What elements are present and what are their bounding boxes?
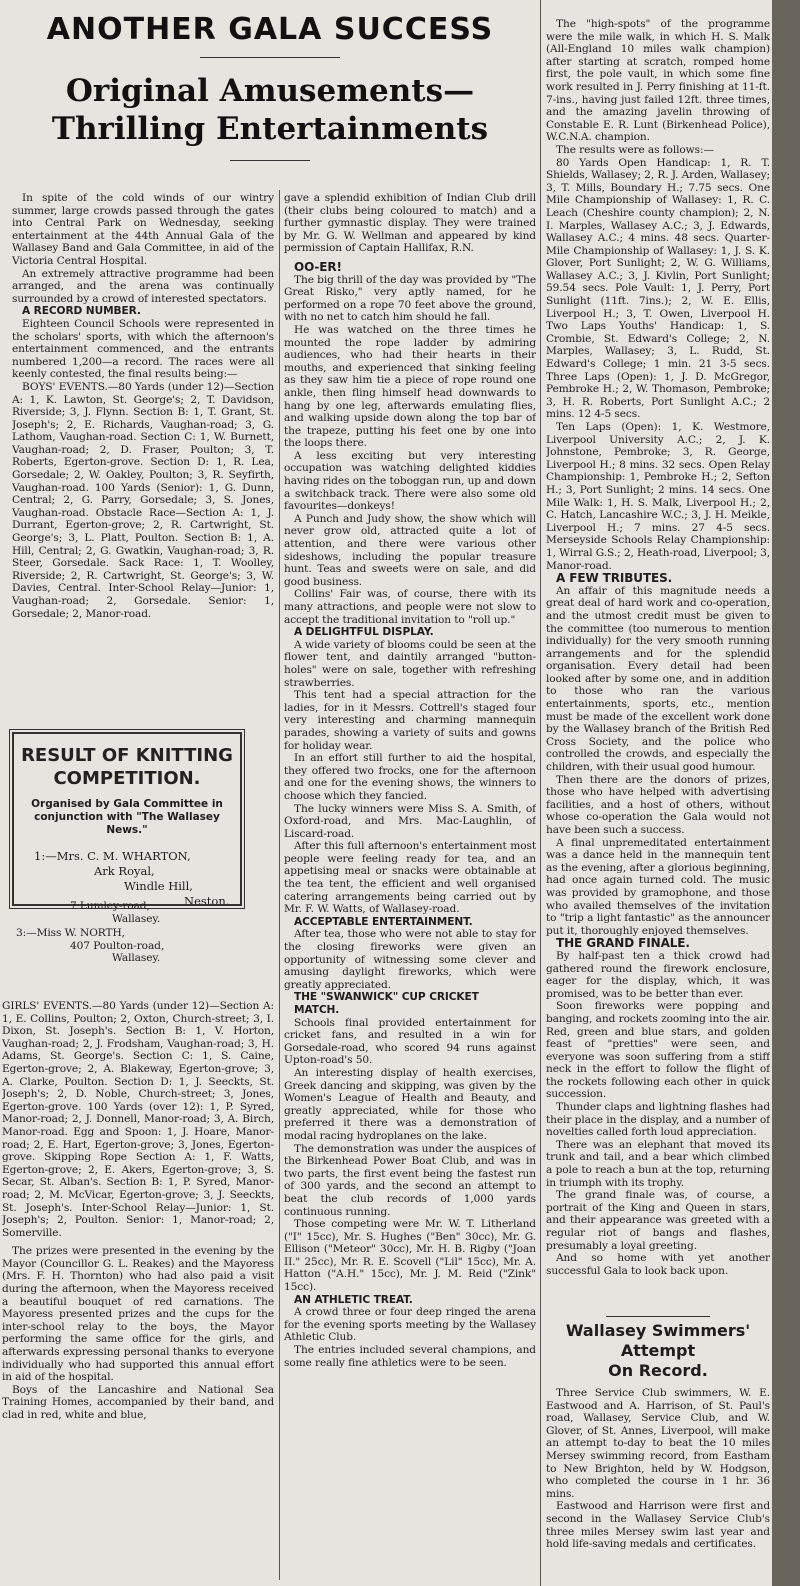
knitting-title-1: RESULT OF KNITTING (21, 745, 233, 766)
subhead-finale: THE GRAND FINALE. (556, 936, 690, 951)
knitting-second-addr-2: Wallasey. (112, 912, 161, 925)
paragraph: A crowd three or four deep ringed the arena for the evening sports meeting by the Wallasey Athletic Club. (284, 1306, 536, 1344)
headline-banner: ANOTHER GALA SUCCESS (46, 12, 494, 47)
paragraph: In an effort still further to aid the hospital, they offered two frocks, one for the afternoon and one for the evening shows, the winners to choose which they fancied. (284, 752, 536, 802)
subhead-ooer: OO-ER! (294, 259, 342, 274)
paragraph: Those competing were Mr. W. T. Litherland ("I" 15cc), Mr. S. Hughes ("Ben" 30cc), Mr. G. Ellison ("Meteor" 30cc), Mr. H. B. Rigby ("Joan II." 25cc), Mr. R. E. Scovell ("Lil" 15cc), Mr. A. Hatton ("A.H." 15cc), Mr. J. M. Reid ("Zink" 15cc). (284, 1218, 536, 1294)
swimmers-article (546, 1316, 770, 1582)
paragraph: Eastwood and Harrison were first and second in the Wallasey Service Club's three miles Mersey swim last year and hold life-saving medals and certificates. (546, 1500, 770, 1551)
knitting-title-2: COMPETITION. (53, 768, 201, 789)
paragraph: He was watched on the three times he mounted the rope ladder by admiring audiences, who had their hearts in their mouths, and experienced that sinking feeling as they saw him tie a piece of rope round one ankle, then fling himself head downwards to hang by one leg, afterwards emulating flies, and walking upside down along the top bar of the trapeze, putting his feet one by one into the loops there. (284, 323, 536, 450)
paragraph: In spite of the cold winds of our wintry summer, large crowds passed through the gates into Central Park on Wednesday, seeking entertainment at the 44th Annual Gala of the Wallasey Band and Gala Committee, in aid of the Victoria Central Hospital. (12, 192, 274, 267)
knitting-organised: Organised by Gala Committee in conjunction with "The Wallasey News." (31, 798, 223, 836)
paragraph: Then there are the donors of prizes, those who have helped with advertising facilities, and a host of others, without whose co-operation the Gala would not have been such a success. (546, 773, 770, 836)
paragraph: The prizes were presented in the evening by the Mayor (Councillor G. L. Reakes) and the Mayoress (Mrs. F. H. Thornton) who had also paid a visit during the afternoon, when the Mayoress received a beautiful bouquet of red carnations. The Mayoress presented prizes and the cups for the inter-school relay to the boys, the Mayor performing the same office for the girls, and afterwards expressing personal thanks to everyone individually who had supported this annual effort in aid of the hospital. (2, 1245, 274, 1384)
knitting-third-addr-1: 407 Poulton-road, (70, 939, 165, 952)
paragraph: This tent had a special attraction for the ladies, for in it Messrs. Cottrell's staged four very interesting and charming mannequin parades, showing a variety of suits and gowns for holiday wear. (284, 689, 536, 752)
subhead-acceptable: ACCEPTABLE ENTERTAINMENT. (294, 915, 473, 928)
paragraph: The lucky winners were Miss S. A. Smith, of Oxford-road, and Mrs. Mac-Laughlin, of Liscard-road. (284, 802, 536, 840)
paragraph: Thunder claps and lightning flashes had their place in the display, and a number of novelties called forth loud appreciation. (546, 1101, 770, 1139)
scan-edge-shadow (772, 0, 800, 1586)
paragraph: Ten Laps (Open): 1, K. Westmore, Liverpool University A.C.; 2, J. K. Johnstone, Pembroke; 3, R. George, Liverpool H.; 8 mins. 32 secs. Open Relay Championship: 1, Pembroke H.; 2, Sefton H.; 3, Port Sunlight; 2 mins. 14 secs. One Mile Walk: 1, H. S. Malk, Liverpool H.; 2, C. Hatch, Lancashire W.C.; 3, J. H. Meikle, Liverpool H.; 7 mins. 27 4-5 secs. Merseyside Schools Relay Championship: 1, Wirral G.S.; 2, Heath-road, Liverpool; 3, Manor-road. (546, 421, 770, 572)
subhead-record: A RECORD NUMBER. (22, 305, 141, 318)
paragraph: The grand finale was, of course, a portrait of the King and Queen in stars, and their appearance was greeted with a regular riot of bangs and flashes, presumably a loyal greeting. (546, 1189, 770, 1252)
paragraph: An affair of this magnitude needs a great deal of hard work and co-operation, and the utmost credit must be given to the committee (too numerous to mention individually) for the very smooth running arrangements and for the splendid organisation. Every detail had been looked after by some one, and in addition to those who ran the various entertainments, sports, etc., mention must be made of the excellent work done by the Wallasey branch of the British Red Cross Society, and the police who controlled the crowds, and especially the children, with their usual good humour. (546, 584, 770, 774)
knitting-continued (2, 900, 254, 980)
headline-line-2: Thrilling Entertainments (51, 111, 489, 147)
headline-line-1: Original Amusements— (65, 73, 475, 109)
swimmers-title-1: Wallasey Swimmers' Attempt (565, 1321, 751, 1360)
paragraph: Soon fireworks were popping and banging, and rockets zooming into the air. Red, green and blue stars, and golden feast of "pretties" were seen, and everyone was soon suffering from a stiff neck in the effort to follow the flight of the rockets following each other in quick succession. (546, 1000, 770, 1101)
subhead-athletic: AN ATHLETIC TREAT. (294, 1293, 413, 1306)
paragraph: The demonstration was under the auspices of the Birkenhead Power Boat Club, and was in two parts, the first event being the fastest run of 300 yards, and the second an attempt to beat the club records of 1,000 yards continuous running. (284, 1142, 536, 1218)
paragraph: There was an elephant that moved its trunk and tail, and a bear which climbed a pole to reach a bun at the top, returning in triumph with its trophy. (546, 1138, 770, 1189)
paragraph: Eighteen Council Schools were represented in the scholars' sports, with which the afternoon's entertainment commenced, and the entrants numbered 1,200—a record. The races were all keenly contested, the final results being:— (12, 317, 274, 381)
column-rule-2 (540, 0, 541, 1586)
subhead-swanwick-1: THE "SWANWICK" CUP CRICKET (294, 991, 479, 1004)
paragraph: BOYS' EVENTS.—80 Yards (under 12)—Section A: 1, K. Lawton, St. George's; 2, T. Davidson, Riverside; 3, J. Flynn. Section B: 1, T. Grant, St. Joseph's; 2, E. Richards, Vaughan-road; 3, G. Lathom, Vaughan-road. Section C: 1, W. Burnett, Vaughan-road; 2, D. Fraser, Poulton; 3, T. Roberts, Egerton-grove. Section D: 1, R. Lea, Gorsedale; 2, W. Oakley, Poulton; 3, R. Seyfirth, Vaughan-road. 100 Yards (Senior): 1, G. Dunn, Central; 2, G. Parry, Gorsedale; 3, S. Jones, Vaughan-road. Obstacle Race—Section A: 1, J. Durrant, Egerton-grove; 2, R. Cartwright, St. George's; 3, L. Platt, Poulton. Section B: 1, A. Hill, Central; 2, G. Gwatkin, Vaughan-road; 3, R. Steer, Gorsedale. Sack Race: 1, T. Woolley, Riverside; 2, R. Cartwright, St. George's; 3, W. Davies, Central. Inter-School Relay—Junior: 1, Vaughan-road; 2, Gorsedale. Senior: 1, Gorsedale; 2, Manor-road. (12, 380, 274, 620)
paragraph: 80 Yards Open Handicap: 1, R. T. Shields, Wallasey; 2, R. J. Arden, Wallasey; 3, T. Mills, Boundary H.; 7.75 secs. One Mile Championship of Wallasey: 1, R. C. Leach (Cheshire county champion); 2, N. I. Marples, Wallasey A.C.; 3, J. Edwards, Wallasey A.C.; 4 mins. 48 secs. Quarter-Mile Championship of Wallasey: 1, J. S. K. Glover, Port Sunlight; 2, W. G. Williams, Wallasey A.C.; 3, J. Kivlin, Port Sunlight; 59.54 secs. Pole Vault: 1, J. Perry, Port Sunlight (11ft. 7ins.); 2, W. E. Ellis, Liverpool H.; 3, T. Owen, Liverpool H. Two Laps Youths' Handicap: 1, S. Crombie, St. Edward's College; 2, N. Marples, Wallasey; 3, L. Rudd, St. Edward's College; 1 min. 21 3-5 secs. Three Laps (Open): 1, J. D. McGregor, Pembroke H.; 2, W. Thomason, Pembroke; 3, H. R. Roberts, Port Sunlight A.C.; 2 mins. 12 4-5 secs. (546, 156, 770, 421)
paragraph: A less exciting but very interesting occupation was watching delighted kiddies having rides on the toboggan run, up and down a switchback track. There were also some old favourites—donkeys! (284, 449, 536, 513)
column-rule-1 (279, 190, 280, 1580)
headline-block (10, 6, 530, 186)
paragraph: And so home with yet another successful Gala to look back upon. (546, 1252, 770, 1277)
swimmers-title-2: On Record. (608, 1361, 708, 1380)
paragraph: A Punch and Judy show, the show which will never grow old, attracted quite a lot of attention, and there were various other sideshows, including the popular treasure hunt. Teas and sweets were on sale, and did good business. (284, 512, 536, 588)
paragraph: gave a splendid exhibition of Indian Club drill (their clubs being coloured to match) and a further gymnastic display. They were trained by Mr. G. W. Wellman and appeared by kind permission of Captain Hallifax, R.N. (284, 192, 536, 255)
paragraph: Three Service Club swimmers, W. E. Eastwood and A. Harrison, of St. Paul's road, Wallasey, Service Club, and W. Glover, of St. Annes, Liverpool, will make an attempt to-day to beat the 10 miles Mersey swimming record, from Eastham to New Brighton, held by W. Hodgson, who completed the course in 1 hr. 36 mins. (546, 1387, 770, 1500)
paragraph: An interesting display of health exercises, Greek dancing and skipping, was given by the Women's League of Health and Beauty, and greatly appreciated, while for those who preferred it there was a demonstration of modal racing hydroplanes on the lake. (284, 1066, 536, 1142)
knitting-first-addr-2: Windle Hill, (124, 879, 193, 893)
knitting-second-addr-1: 7 Lumley-road, (70, 900, 150, 912)
knitting-third-addr-2: Wallasey. (112, 952, 161, 965)
paragraph: GIRLS' EVENTS.—80 Yards (under 12)—Section A: 1, E. Collins, Poulton; 2, Oxton, Church-street; 3, I. Dixon, St. Joseph's. Section B: 1, V. Horton, Vaughan-road; 2, J. Frodsham, Vaughan-road; 3, H. Adams, St. George's. Section C: 1, S. Caine, Egerton-grove; 2, A. Blakeway, Egerton-grove; 3, A. Clarke, Poulton. Section D: 1, J. Seeckts, St. Joseph's; 2, D. Noble, Church-street; 3, Jones, Egerton-grove. 100 Yards (over 12): 1, P. Syred, Manor-road; 2, J. Donnell, Manor-road; 3, A. Birch, Manor-road. Egg and Spoon: 1, J. Hoare, Manor-road; 2, E. Hart, Egerton-grove; 3, Jones, Egerton-grove. Skipping Rope Section A: 1, F. Watts, Egerton-grove; 2, E. Akers, Egerton-grove; 3, S. Secar, St. Alban's. Section B: 1, P. Syred, Manor-road; 2, M. McVicar, Egerton-grove; 3, J. Seeckts, St. Joseph's. Inter-School Relay—Junior: 1, St. Joseph's; 2, Poulton. Senior: 1, Manor-road; 2, Somerville. (2, 1000, 274, 1239)
paragraph: The entries included several champions, and some really fine athletics were to be seen. (284, 1344, 536, 1369)
paragraph: Boys of the Lancashire and National Sea Training Homes, accompanied by their band, and clad in red, white and blue, (2, 1383, 274, 1421)
paragraph: The big thrill of the day was provided by "The Great Risko," very aptly named, for he performed on a rope 70 feet above the ground, with no net to catch him should he fall. (284, 273, 536, 324)
subhead-tributes: A FEW TRIBUTES. (556, 571, 673, 586)
headline-rule-bottom (230, 160, 310, 161)
knitting-result-box (12, 732, 242, 906)
paragraph: By half-past ten a thick crowd had gathered round the firework enclosure, eager for the display, which, it was promised, was to be better than ever. (546, 949, 770, 1000)
paragraph: After tea, those who were not able to stay for the closing fireworks were given an opportunity of witnessing some clever and amusing daylight fireworks, which were greatly appreciated. (284, 928, 536, 991)
knitting-first-addr-1: Ark Royal, (94, 864, 155, 878)
knitting-first-name: 1:—Mrs. C. M. WHARTON, (34, 849, 191, 863)
swimmers-rule (606, 1316, 710, 1317)
paragraph: Schools final provided entertainment for cricket fans, and resulted in a win for Gorsedale-road, who scored 94 runs against Upton-road's 50. (284, 1016, 536, 1067)
paragraph: The "high-spots" of the programme were the mile walk, in which H. S. Malk (All-England 10 miles walk champion) after starting at scratch, romped home first, the pole vault, in which some fine work resulted in J. Perry finishing at 11-ft. 7-ins., having just failed 12ft. three times, and the amazing javelin throwing of Constable E. R. Lunt (Birkenhead Police), W.C.N.A. champion. (546, 18, 770, 144)
headline-rule (200, 57, 340, 58)
paragraph: The results were as follows:— (556, 143, 714, 156)
paragraph: A wide variety of blooms could be seen at the flower tent, and daintily arranged "button-holes" were on sale, together with refreshing strawberries. (284, 638, 536, 689)
subhead-swanwick-2: MATCH. (294, 1004, 340, 1016)
paragraph: An extremely attractive programme had been arranged, and the arena was continually surrounded by a crowd of interested spectators. (12, 267, 274, 305)
subhead-delightful: A DELIGHTFUL DISPLAY. (294, 626, 434, 639)
column-1-top (12, 192, 274, 712)
column-2 (284, 192, 536, 1582)
paragraph: After this full afternoon's entertainment most people were feeling ready for tea, and an appetising meal or snacks were obtainable at the tea tent, the efficient and well organised catering arrangements being carried out by Mr. F. W. Watts, of Wallasey-road. (284, 840, 536, 916)
knitting-first-addr-3: Neston. (184, 894, 230, 906)
knitting-third-name: 3:—Miss W. NORTH, (16, 927, 125, 940)
column-1-bottom (2, 1000, 274, 1580)
paragraph: Collins' Fair was, of course, there with its many attractions, and people were not slow to accept the traditional invitation to "roll up." (284, 588, 536, 626)
column-3 (546, 18, 770, 1328)
paragraph: A final unpremeditated entertainment was a dance held in the mannequin tent as the evening, after a glorious beginning, had once again turned cold. The music was provided by gramophone, and those who availed themselves of the invitation to "trip a light fantastic" as the announcer put it, thoroughly enjoyed themselves. (546, 836, 770, 937)
